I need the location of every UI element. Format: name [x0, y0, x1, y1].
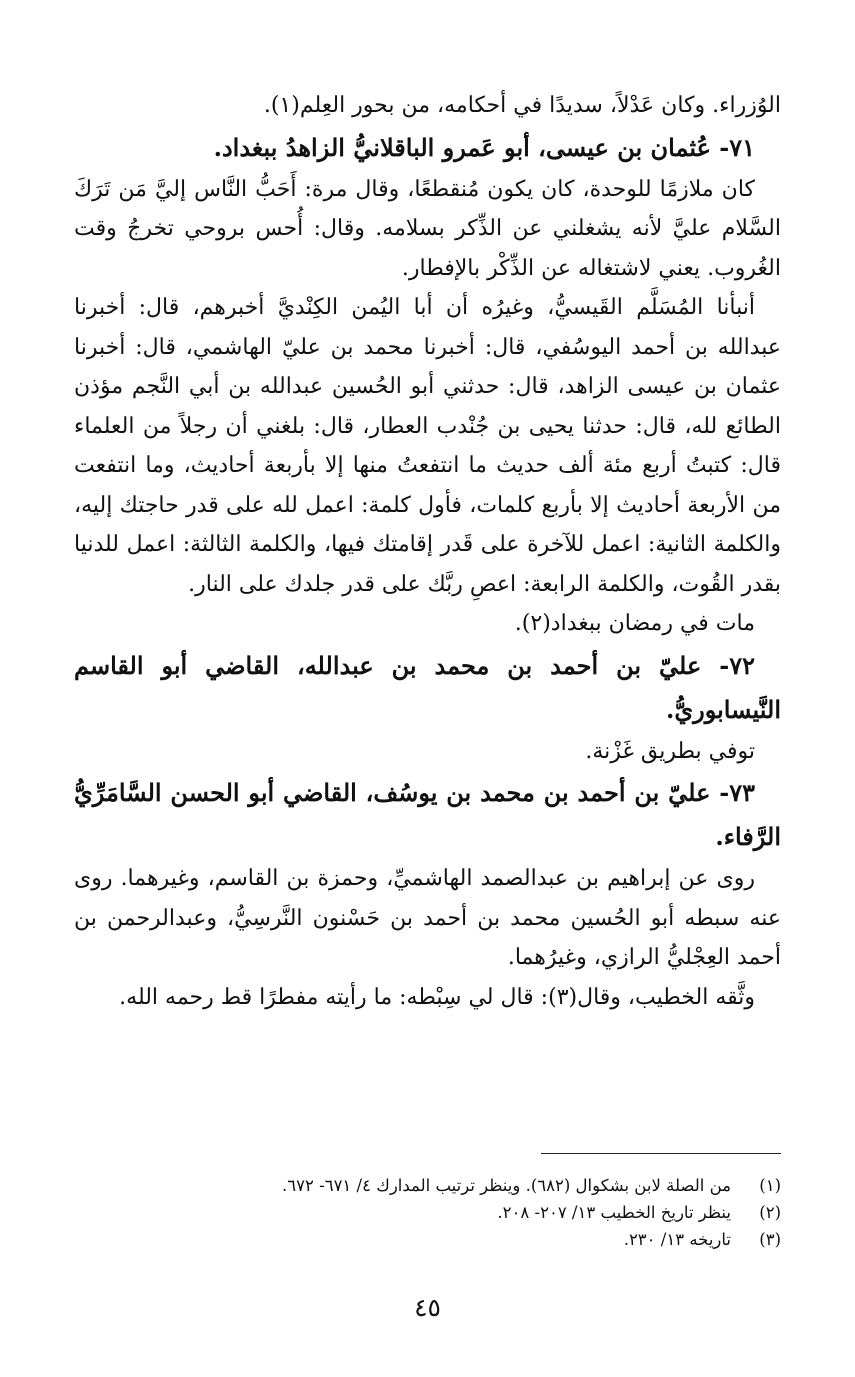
entry-heading-72: ٧٢- عليّ بن أحمد بن محمد بن عبدالله، القاضي أبو القاسم النَّيسابوريُّ.	[74, 650, 781, 724]
footnote-number: (٢)	[759, 1203, 781, 1222]
paragraph: أنبأنا المُسَلَّم القَيسيُّ، وغيرُه أن أبا اليُمن الكِنْديَّ أخبرهم، قال: أخبرنا عبدالله بن أحمد اليوسُفي، قال: أخبرنا محمد بن عليّ الهاشمي، قال: أخبرنا عثمان بن عيسى الزاهد، قال: حدثني أبو الحُسين عبدالله بن أبي النَّجم مؤذن الطائع لله، قال: حدثنا يحيى بن جُنْدب العطار، قال: بلغني أن رجلاً من العلماء قال: كتبتُ أربع مئة ألف حديث ما انتفعتُ منها إلا بأربعة أحاديث، وما انتفعت من الأربعة أحاديث إلا بأربع كلمات، فأول كلمة: اعمل لله على قدر حاجتك إليه، والكلمة الثانية: اعمل للآخرة على قَدر إقامتك فيها، والكلمة الثالثة: اعمل للدنيا بقدر القُوت، والكلمة الرابعة: اعصِ ربَّك على قدر جلدك على النار.	[74, 295, 781, 597]
entry-heading-73: ٧٣- عليّ بن أحمد بن محمد بن يوسُف، القاضي أبو الحسن السَّامَرِّيُّ الرَّفاء.	[74, 778, 781, 851]
paragraph: كان ملازمًا للوحدة، كان يكون مُنقطعًا، وقال مرة: أَحَبُّ النَّاس إليَّ مَن تَرَكَ السَّلام عليَّ لأنه يشغلني عن الذِّكر بسلامه. وقال: أُحس بروحي تخرجُ وقت الغُروب. يعني لاشتغاله عن الذِّكْر بالإفطار.	[74, 176, 781, 281]
footnote-text: من الصلة لابن بشكوال (٦٨٢). وينظر ترتيب المدارك ٤/ ٦٧١- ٦٧٢.	[282, 1176, 731, 1195]
footnotes	[74, 1172, 781, 1253]
paragraph: وثَّقه الخطيب، وقال(٣): قال لي سِبْطه: ما رأيته مفطرًا قط رحمه الله.	[119, 984, 755, 1010]
footnote-divider	[541, 1153, 781, 1154]
footnote-item	[74, 1226, 781, 1253]
footnote-text: تاريخه ١٣/ ٢٣٠.	[623, 1230, 731, 1249]
entry-heading-71: ٧١- عُثمان بن عيسى، أبو عَمرو الباقلانيُّ الزاهدُ ببغداد.	[213, 132, 755, 162]
footnote-text: ينظر تاريخ الخطيب ١٣/ ٢٠٧- ٢٠٨.	[497, 1203, 731, 1222]
page-number: ٤٥	[414, 1293, 441, 1322]
paragraph: مات في رمضان ببغداد(٢).	[514, 611, 755, 636]
paragraph: روى عن إبراهيم بن عبدالصمد الهاشميِّ، وحمزة بن القاسم، وغيرهما. روى عنه سبطه أبو الحُسين محمد بن أحمد بن حَسْنون النَّرسِيُّ، وعبدالرحمن بن أحمد العِجْليُّ الرازي، وغيرُهما.	[74, 866, 781, 970]
footnote-number: (٣)	[759, 1230, 781, 1249]
footnote-item	[74, 1199, 781, 1226]
footnote-number: (١)	[759, 1176, 781, 1195]
paragraph: توفي بطريق غَزْنة.	[585, 738, 755, 764]
footnote-item	[74, 1172, 781, 1199]
main-text	[74, 86, 781, 1017]
paragraph-continuation: الوُزراء. وكان عَدْلاً، سديدًا في أحكامه، من بحور العِلم(١).	[263, 93, 781, 118]
